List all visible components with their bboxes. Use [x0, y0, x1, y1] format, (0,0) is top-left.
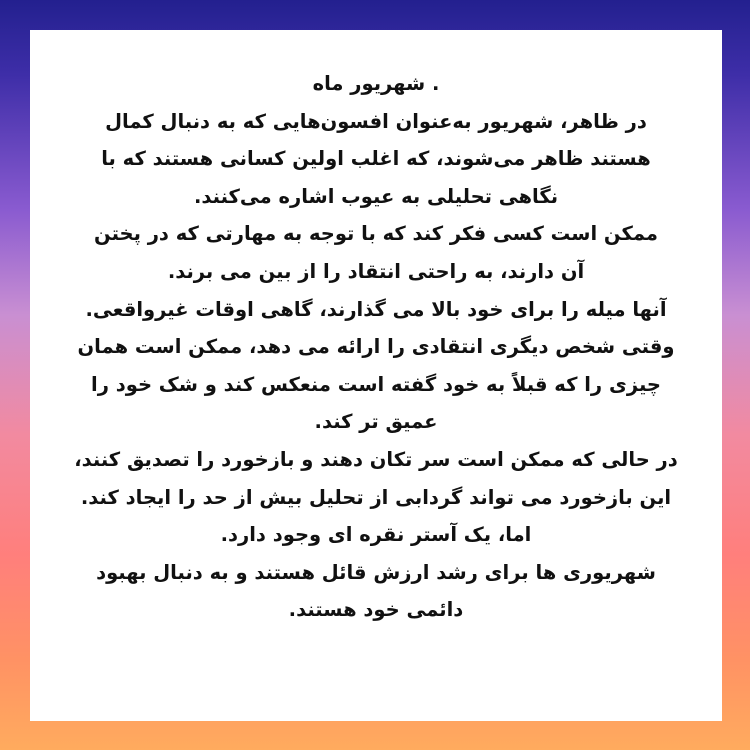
- text-line: در حالی که ممکن است سر تکان دهند و بازخورد را تصدیق کنند،: [74, 447, 678, 471]
- heading-line: . شهریور ماه: [312, 72, 440, 95]
- text-line: وقتی شخص دیگری انتقادی را ارائه می دهد، ممکن است همان: [77, 335, 675, 359]
- text-line: اما، یک آستر نقره ای وجود دارد.: [220, 523, 532, 547]
- text-line: آن دارند، به راحتی انتقاد را از بین می برند.: [167, 259, 585, 283]
- text-line: این بازخورد می تواند گردابی از تحلیل بیش از حد را ایجاد کند.: [80, 485, 672, 509]
- text-line: عمیق تر کند.: [314, 410, 438, 434]
- text-line: نگاهی تحلیلی به عیوب اشاره می‌کنند.: [193, 184, 559, 208]
- text-line: شهریوری ها برای رشد ارزش قائل هستند و به دنبال بهبود: [96, 560, 656, 584]
- text-line: چیزی را که قبلاً به خود گفته است منعکس کند و شک خود را: [91, 372, 661, 396]
- text-card: [30, 30, 722, 721]
- text-line: آنها میله را برای خود بالا می گذارند، گاهی اوقات غیرواقعی.: [85, 297, 667, 321]
- text-line: هستند ظاهر می‌شوند، که اغلب اولین کسانی هستند که با: [101, 147, 651, 171]
- text-line: در ظاهر، شهریور به‌عنوان افسون‌هایی که به دنبال کمال: [105, 109, 647, 133]
- text-line: دائمی خود هستند.: [288, 598, 464, 622]
- text-line: ممکن است کسی فکر کند که با توجه به مهارتی که در پختن: [94, 222, 658, 246]
